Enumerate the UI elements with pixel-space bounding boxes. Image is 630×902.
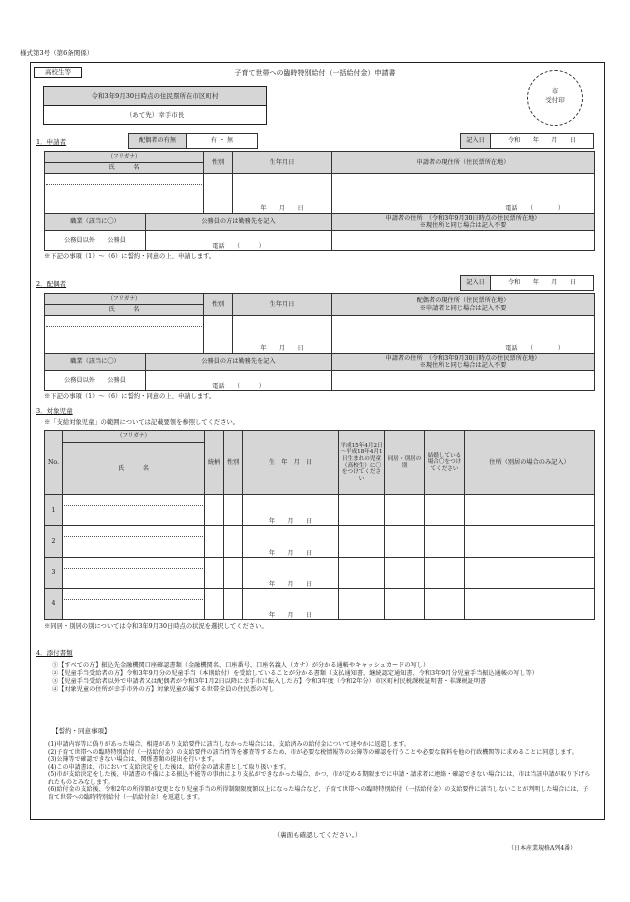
children-footnote: ※同居・別居の別については令和3年9月30日時点の状況を選択してください。 xyxy=(44,623,268,630)
spouse-workplace-header: 公務員の方は勤務先を記入 xyxy=(146,353,332,371)
filled-date-label: 記入日 xyxy=(461,134,491,149)
spouse-sex-header: 性別 xyxy=(204,294,233,316)
section-attachments-heading: 4．添付書類 xyxy=(36,649,73,657)
job-options[interactable]: 公務員以外 公務員 xyxy=(45,231,146,251)
filled-date-box xyxy=(460,133,594,149)
child-highschool-field[interactable] xyxy=(339,557,385,588)
stamp-text-receipt: 受付印 xyxy=(545,96,565,104)
child-name-field[interactable] xyxy=(63,526,205,557)
col-living: 同居・別居の別 xyxy=(385,431,425,495)
spouse-job-header: 職業（該当に〇） xyxy=(45,353,146,371)
child-address-field[interactable] xyxy=(465,588,595,619)
attachment-list xyxy=(52,662,592,694)
spouse-choice[interactable]: 有 ・ 無 xyxy=(187,134,258,149)
child-sex-field[interactable] xyxy=(224,495,243,526)
child-birth-field[interactable]: 年 月 日 xyxy=(243,495,339,526)
pledge-item: (4)この申請書は、市において支給決定をした後は、給付金の請求書として取り扱います。 xyxy=(48,763,291,771)
child-name-field[interactable] xyxy=(63,557,205,588)
spouse-workplace-phone-field[interactable]: 電話 （ ） xyxy=(146,371,332,391)
child-sex-field[interactable] xyxy=(224,588,243,619)
birth-header: 生年月日 xyxy=(233,152,332,174)
pledge-item: (3)公簿等で確認できない場合は、関係書類の提出を行います。 xyxy=(48,756,219,763)
child-living-field[interactable] xyxy=(385,495,425,526)
spouse-table xyxy=(44,293,595,391)
spouse-filled-date-field[interactable]: 令和 年 月 日 xyxy=(491,276,594,291)
attachment-item: ②【児童手当受給者の方】令和3年9月分の児童手当（本則給付）を受給していることが分かる書類（支払通知書、継続認定通知書、令和3年9月分児童手当振込通帳の写し等） xyxy=(52,670,538,678)
current-address-header: 申請者の現住所（住民票所在地） xyxy=(332,152,595,174)
child-row xyxy=(45,495,595,526)
col-furigana: （フリガナ） xyxy=(63,431,205,443)
pledge-item: (5)市が支給決定をした後、申請書の不備による振込不能等の事由により支払ができなかった場合、かつ、市が定める期限までに申請・請求者に連絡・確認できない場合には、市は当該申請が取り下げられたものとみなします。 xyxy=(48,771,591,786)
spouse-sex-field[interactable] xyxy=(204,316,233,353)
attachment-item: ④【対象児童の住所が幸手市外の方】対象児童が属する世帯全員の住民票の写し xyxy=(52,686,275,694)
applicant-birth-field[interactable]: 年 月 日 xyxy=(233,174,332,214)
child-sex-field[interactable] xyxy=(224,557,243,588)
child-birth-field[interactable]: 年 月 日 xyxy=(243,526,339,557)
child-name-field[interactable] xyxy=(63,495,205,526)
spouse-filled-date-box xyxy=(460,275,594,291)
applicant-oath: ※下記の事項（1）～（6）に誓約・同意の上、申請します。 xyxy=(44,253,216,260)
spouse-address-at-date-header: 申請者の住所 （令和3年9月30日時点の住民票所在地） ※現住所と同じ場合は記入不要 xyxy=(332,353,595,371)
spouse-oath: ※下記の事項（1）～（6）に誓約・同意の上、申請します。 xyxy=(44,393,216,400)
child-highschool-field[interactable] xyxy=(339,495,385,526)
address-at-date-header: 申請者の住所 （令和3年9月30日時点の住民票所在地） ※現住所と同じ場合は記入不要 xyxy=(332,213,595,231)
col-address: 住所（別居の場合のみ記入） xyxy=(465,431,595,495)
filled-date-field[interactable]: 令和 年 月 日 xyxy=(491,134,594,149)
workplace-phone-field[interactable]: 電話 （ ） xyxy=(146,231,332,251)
spouse-name-field[interactable] xyxy=(45,316,204,353)
child-birth-field[interactable]: 年 月 日 xyxy=(243,557,339,588)
child-address-field[interactable] xyxy=(465,557,595,588)
child-relation-field[interactable] xyxy=(205,557,224,588)
child-row xyxy=(45,588,595,619)
address-at-date-field[interactable] xyxy=(332,231,595,251)
category-tag: 高校生等 xyxy=(34,67,82,78)
child-highschool-field[interactable] xyxy=(339,588,385,619)
col-pledge: 結婚している場合〇をつけてください xyxy=(425,431,465,495)
col-relation: 続柄 xyxy=(205,431,224,495)
child-row-no: 2 xyxy=(45,526,63,557)
municipality-label: 令和3年9月30日時点の住民票所在市区町村 xyxy=(43,86,267,106)
child-row xyxy=(45,557,595,588)
child-living-field[interactable] xyxy=(385,526,425,557)
section-applicant-heading: 1．申請者 xyxy=(36,138,67,146)
child-relation-field[interactable] xyxy=(205,495,224,526)
child-birth-field[interactable]: 年 月 日 xyxy=(243,588,339,619)
applicant-phone-field[interactable]: 電話 （ ） xyxy=(332,174,595,214)
stamp-text-city: 市 xyxy=(551,87,559,95)
section-children-heading: 3．対象児童 xyxy=(36,407,73,415)
child-living-field[interactable] xyxy=(385,588,425,619)
pledge-list xyxy=(48,741,594,801)
page-title: 子育て世帯への臨時特別給付（一括給付金）申請書 xyxy=(234,69,396,77)
child-relation-field[interactable] xyxy=(205,588,224,619)
spouse-address-at-date-field[interactable] xyxy=(332,371,595,391)
name-header: 氏 名 xyxy=(45,163,204,174)
child-row-no: 4 xyxy=(45,588,63,619)
pledge-item: (6)給付金の支給後、令和2年の所得額が変更となり児童手当の所得制限限度額以上になった場合など、子育て世帯への臨時特別給付（一括給付金）の支給要件に該当しないことが判明した場合には、子育て世帯への臨時特別給付（一括給付金）を返還します。 xyxy=(48,786,589,801)
child-address-field[interactable] xyxy=(465,526,595,557)
applicant-name-field[interactable] xyxy=(45,174,204,214)
addressee: （あて先）幸手市長 xyxy=(43,105,267,125)
attachment-item: ①【すべての方】振込先金融機関口座確認書類（金融機関名、口座番号、口座名義人（カナ）が分かる通帳やキャッシュカードの写し） xyxy=(52,662,430,669)
reverse-side-note: （裏面も確認してください。） xyxy=(273,831,362,839)
spouse-label: 配偶者の有無 xyxy=(129,134,187,149)
paper-size-note: （日本産業規格A列4番） xyxy=(508,845,577,852)
col-highschool: 平成15年4月2日～平成18年4月1日生まれの児童（高校生）に〇をつけてください xyxy=(339,431,385,495)
child-highschool-field[interactable] xyxy=(339,526,385,557)
job-header: 職業（該当に〇） xyxy=(45,213,146,231)
child-living-field[interactable] xyxy=(385,557,425,588)
child-row xyxy=(45,526,595,557)
children-table xyxy=(44,430,595,620)
form-number: 様式第3号（第6条関係） xyxy=(20,49,94,57)
child-pledge-field[interactable] xyxy=(425,557,465,588)
child-row-no: 1 xyxy=(45,495,63,526)
spouse-current-address-header: 配偶者の現住所（住民票所在地） ※申請者と同じ場合は記入不要 xyxy=(332,294,595,316)
applicant-table xyxy=(44,151,595,251)
pledge-heading: 【誓約・同意事項】 xyxy=(52,727,111,735)
child-row-no: 3 xyxy=(45,557,63,588)
child-pledge-field[interactable] xyxy=(425,526,465,557)
sex-header: 性別 xyxy=(204,152,233,174)
workplace-header: 公務員の方は勤務先を記入 xyxy=(146,213,332,231)
pledge-item: (1)申請内容等に偽りがあった場合、相違があり支給要件に該当しなかった場合には、支給済みの給付金について速やかに返還します。 xyxy=(48,741,410,748)
attachment-item: ③【児童手当受給者以外で申請者又は配偶者が令和3年1月2日以降に幸手市に転入した方】令和3年度（令和2年分）市区町村民税課税証明書・非課税証明書 xyxy=(52,678,487,686)
spouse-presence-box xyxy=(128,133,258,149)
spouse-filled-date-label: 記入日 xyxy=(461,276,491,291)
child-pledge-field[interactable] xyxy=(425,588,465,619)
spouse-name-header: 氏 名 xyxy=(45,305,204,316)
col-sex: 性別 xyxy=(224,431,243,495)
child-address-field[interactable] xyxy=(465,495,595,526)
applicant-sex-field[interactable] xyxy=(204,174,233,214)
spouse-phone-field[interactable]: 電話 （ ） xyxy=(332,316,595,353)
child-pledge-field[interactable] xyxy=(425,495,465,526)
col-name: 氏 名 xyxy=(63,443,205,495)
col-birth: 生 年 月 日 xyxy=(243,431,339,495)
spouse-birth-field[interactable]: 年 月 日 xyxy=(233,316,332,353)
section-spouse-heading: 2．配偶者 xyxy=(36,280,67,288)
spouse-furigana-header: （フリガナ） xyxy=(45,294,204,305)
col-no: No. xyxy=(45,431,63,495)
spouse-job-options[interactable]: 公務員以外 公務員 xyxy=(45,371,146,391)
child-name-field[interactable] xyxy=(63,588,205,619)
child-sex-field[interactable] xyxy=(224,526,243,557)
pledge-item: (2)子育て世帯への臨時特別給付（一括給付金）の支給要件の該当性等を審査等するため、市が必要な税情報等の公簿等の確認を行うことや必要な資料を他の行政機関等に求めることに同意します。 xyxy=(48,748,578,756)
furigana-header: （フリガナ） xyxy=(45,152,204,163)
child-relation-field[interactable] xyxy=(205,526,224,557)
spouse-birth-header: 生年月日 xyxy=(233,294,332,316)
children-scope-note: ※「支給対象児童」の範囲については記載要領を参照してください。 xyxy=(44,419,240,426)
